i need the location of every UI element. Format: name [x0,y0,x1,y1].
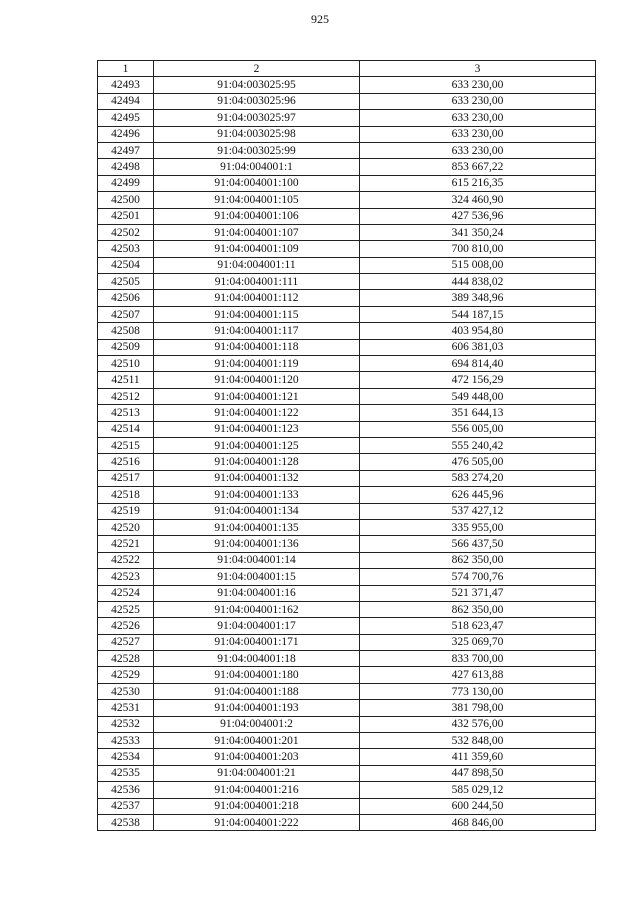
row-number-cell: 42514 [98,421,154,437]
table-row [98,405,596,421]
table-row [98,519,596,535]
row-number-cell: 42502 [98,224,154,240]
row-number-cell: 42523 [98,569,154,585]
table-row [98,208,596,224]
table-row [98,470,596,486]
cadastral-number-cell: 91:04:004001:121 [154,388,360,404]
value-cell: 633 230,00 [360,142,596,158]
table-row [98,290,596,306]
value-cell: 432 576,00 [360,716,596,732]
table-row [98,700,596,716]
value-cell: 633 230,00 [360,110,596,126]
table-row [98,585,596,601]
cadastral-number-cell: 91:04:004001:16 [154,585,360,601]
table-row [98,93,596,109]
value-cell: 444 838,02 [360,274,596,290]
row-number-cell: 42532 [98,716,154,732]
page-number: 925 [311,12,329,26]
value-cell: 773 130,00 [360,683,596,699]
table-row [98,716,596,732]
cadastral-number-cell: 91:04:004001:218 [154,798,360,814]
row-number-cell: 42536 [98,782,154,798]
cadastral-number-cell: 91:04:004001:17 [154,618,360,634]
table-row [98,159,596,175]
cadastral-number-cell: 91:04:004001:128 [154,454,360,470]
cadastral-number-cell: 91:04:004001:111 [154,274,360,290]
table-row [98,323,596,339]
row-number-cell: 42506 [98,290,154,306]
value-cell: 555 240,42 [360,437,596,453]
row-number-cell: 42498 [98,159,154,175]
column-header-2: 2 [154,61,360,77]
row-number-cell: 42524 [98,585,154,601]
cadastral-number-cell: 91:04:004001:133 [154,487,360,503]
cadastral-number-cell: 91:04:004001:112 [154,290,360,306]
value-cell: 566 437,50 [360,536,596,552]
cadastral-number-cell: 91:04:004001:132 [154,470,360,486]
row-number-cell: 42503 [98,241,154,257]
value-cell: 351 644,13 [360,405,596,421]
table-row [98,224,596,240]
cadastral-number-cell: 91:04:003025:96 [154,93,360,109]
cadastral-number-cell: 91:04:004001:123 [154,421,360,437]
cadastral-number-cell: 91:04:004001:115 [154,306,360,322]
row-number-cell: 42527 [98,634,154,650]
value-cell: 468 846,00 [360,814,596,830]
value-cell: 600 244,50 [360,798,596,814]
row-number-cell: 42518 [98,487,154,503]
row-number-cell: 42515 [98,437,154,453]
value-cell: 549 448,00 [360,388,596,404]
cadastral-number-cell: 91:04:003025:97 [154,110,360,126]
table-row [98,536,596,552]
value-cell: 626 445,96 [360,487,596,503]
table-row [98,765,596,781]
cadastral-number-cell: 91:04:004001:15 [154,569,360,585]
table-row [98,569,596,585]
table-row [98,798,596,814]
cadastral-number-cell: 91:04:004001:122 [154,405,360,421]
cadastral-number-cell: 91:04:004001:222 [154,814,360,830]
value-cell: 403 954,80 [360,323,596,339]
cadastral-number-cell: 91:04:004001:105 [154,192,360,208]
value-cell: 389 348,96 [360,290,596,306]
value-cell: 556 005,00 [360,421,596,437]
table-row [98,241,596,257]
table-row [98,274,596,290]
cadastral-number-cell: 91:04:004001:193 [154,700,360,716]
cadastral-number-cell: 91:04:004001:106 [154,208,360,224]
row-number-cell: 42495 [98,110,154,126]
row-number-cell: 42496 [98,126,154,142]
value-cell: 447 898,50 [360,765,596,781]
table-row [98,733,596,749]
row-number-cell: 42517 [98,470,154,486]
row-number-cell: 42499 [98,175,154,191]
cadastral-number-cell: 91:04:004001:125 [154,437,360,453]
row-number-cell: 42535 [98,765,154,781]
table-row [98,651,596,667]
value-cell: 862 350,00 [360,601,596,617]
row-number-cell: 42500 [98,192,154,208]
row-number-cell: 42521 [98,536,154,552]
value-cell: 427 613,88 [360,667,596,683]
cadastral-number-cell: 91:04:004001:120 [154,372,360,388]
table-row [98,683,596,699]
value-cell: 700 810,00 [360,241,596,257]
row-number-cell: 42508 [98,323,154,339]
cadastral-number-cell: 91:04:004001:1 [154,159,360,175]
table-row [98,192,596,208]
cadastral-number-cell: 91:04:004001:201 [154,733,360,749]
value-cell: 335 955,00 [360,519,596,535]
value-cell: 633 230,00 [360,93,596,109]
table-row [98,306,596,322]
row-number-cell: 42513 [98,405,154,421]
row-number-cell: 42520 [98,519,154,535]
table-row [98,503,596,519]
row-number-cell: 42528 [98,651,154,667]
value-cell: 583 274,20 [360,470,596,486]
table-row [98,454,596,470]
value-cell: 853 667,22 [360,159,596,175]
value-cell: 833 700,00 [360,651,596,667]
value-cell: 515 008,00 [360,257,596,273]
cadastral-number-cell: 91:04:004001:162 [154,601,360,617]
table-row [98,175,596,191]
table-row [98,782,596,798]
row-number-cell: 42530 [98,683,154,699]
cadastral-number-cell: 91:04:004001:2 [154,716,360,732]
table-row [98,749,596,765]
table-row [98,388,596,404]
cadastral-number-cell: 91:04:004001:188 [154,683,360,699]
cadastral-number-cell: 91:04:004001:119 [154,356,360,372]
row-number-cell: 42531 [98,700,154,716]
row-number-cell: 42494 [98,93,154,109]
cadastral-number-cell: 91:04:004001:107 [154,224,360,240]
row-number-cell: 42507 [98,306,154,322]
value-cell: 521 371,47 [360,585,596,601]
cadastral-number-cell: 91:04:004001:11 [154,257,360,273]
table-row [98,601,596,617]
row-number-cell: 42501 [98,208,154,224]
table-row [98,814,596,830]
row-number-cell: 42510 [98,356,154,372]
row-number-cell: 42522 [98,552,154,568]
table-row [98,110,596,126]
value-cell: 585 029,12 [360,782,596,798]
column-header-3: 3 [360,61,596,77]
cadastral-number-cell: 91:04:004001:203 [154,749,360,765]
value-cell: 427 536,96 [360,208,596,224]
row-number-cell: 42525 [98,601,154,617]
table-row [98,421,596,437]
cadastral-number-cell: 91:04:003025:99 [154,142,360,158]
table-row [98,487,596,503]
value-cell: 574 700,76 [360,569,596,585]
row-number-cell: 42534 [98,749,154,765]
cadastral-number-cell: 91:04:003025:98 [154,126,360,142]
row-number-cell: 42504 [98,257,154,273]
row-number-cell: 42519 [98,503,154,519]
row-number-cell: 42512 [98,388,154,404]
row-number-cell: 42526 [98,618,154,634]
cadastral-number-cell: 91:04:004001:216 [154,782,360,798]
cadastral-number-cell: 91:04:004001:14 [154,552,360,568]
value-cell: 694 814,40 [360,356,596,372]
row-number-cell: 42509 [98,339,154,355]
cadastral-number-cell: 91:04:004001:109 [154,241,360,257]
table-row [98,618,596,634]
registry-table [97,60,596,831]
table-row [98,142,596,158]
column-header-1: 1 [98,61,154,77]
table-row [98,356,596,372]
value-cell: 606 381,03 [360,339,596,355]
cadastral-number-cell: 91:04:004001:117 [154,323,360,339]
cadastral-number-cell: 91:04:004001:134 [154,503,360,519]
row-number-cell: 42511 [98,372,154,388]
value-cell: 532 848,00 [360,733,596,749]
value-cell: 325 069,70 [360,634,596,650]
cadastral-number-cell: 91:04:004001:18 [154,651,360,667]
table-header-row [98,61,596,77]
value-cell: 633 230,00 [360,126,596,142]
row-number-cell: 42493 [98,77,154,93]
row-number-cell: 42538 [98,814,154,830]
cadastral-number-cell: 91:04:004001:135 [154,519,360,535]
table-row [98,126,596,142]
table-row [98,339,596,355]
value-cell: 633 230,00 [360,77,596,93]
cadastral-number-cell: 91:04:004001:171 [154,634,360,650]
cadastral-number-cell: 91:04:004001:100 [154,175,360,191]
value-cell: 862 350,00 [360,552,596,568]
value-cell: 615 216,35 [360,175,596,191]
value-cell: 381 798,00 [360,700,596,716]
value-cell: 476 505,00 [360,454,596,470]
value-cell: 411 359,60 [360,749,596,765]
value-cell: 518 623,47 [360,618,596,634]
row-number-cell: 42537 [98,798,154,814]
row-number-cell: 42533 [98,733,154,749]
cadastral-number-cell: 91:04:004001:136 [154,536,360,552]
table-row [98,552,596,568]
value-cell: 324 460,90 [360,192,596,208]
table-row [98,372,596,388]
value-cell: 472 156,29 [360,372,596,388]
cadastral-number-cell: 91:04:004001:180 [154,667,360,683]
table-row [98,437,596,453]
table-row [98,634,596,650]
table-row [98,257,596,273]
value-cell: 537 427,12 [360,503,596,519]
value-cell: 341 350,24 [360,224,596,240]
row-number-cell: 42497 [98,142,154,158]
table-row [98,667,596,683]
table-row [98,77,596,93]
row-number-cell: 42529 [98,667,154,683]
value-cell: 544 187,15 [360,306,596,322]
table-body [98,77,596,831]
cadastral-number-cell: 91:04:003025:95 [154,77,360,93]
cadastral-number-cell: 91:04:004001:118 [154,339,360,355]
row-number-cell: 42516 [98,454,154,470]
row-number-cell: 42505 [98,274,154,290]
cadastral-number-cell: 91:04:004001:21 [154,765,360,781]
